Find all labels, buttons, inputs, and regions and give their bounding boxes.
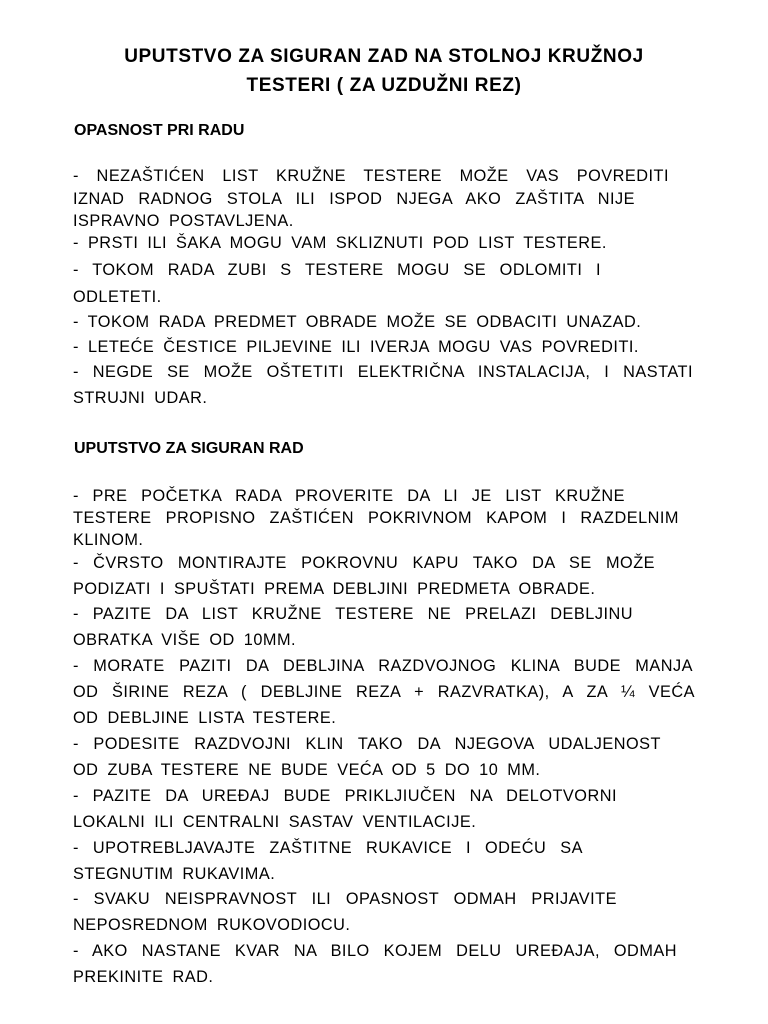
paragraph-line: IZNAD RADNOG STOLA ILI ISPOD NJEGA AKO ZAŠTITA NIJE xyxy=(73,190,635,208)
paragraph-line: - PAZITE DA LIST KRUŽNE TESTERE NE PRELAZI DEBLJINU xyxy=(73,605,633,623)
paragraph-line: - PAZITE DA UREĐAJ BUDE PRIKLJIUČEN NA DELOTVORNI xyxy=(73,787,617,805)
paragraph-line: - UPOTREBLJAVAJTE ZAŠTITNE RUKAVICE I ODEĆU SA xyxy=(73,839,583,857)
paragraph-line: OD ŠIRINE REZA ( DEBLJINE REZA + RAZVRATKA), A ZA ¼ VEĆA xyxy=(73,683,695,701)
paragraph-line: - MORATE PAZITI DA DEBLJINA RAZDVOJNOG KLINA BUDE MANJA xyxy=(73,657,693,675)
paragraph-line: STEGNUTIM RUKAVIMA. xyxy=(73,865,276,883)
section-heading-safe-work: UPUTSTVO ZA SIGURAN RAD xyxy=(74,440,304,457)
paragraph-line: - NEZAŠTIĆEN LIST KRUŽNE TESTERE MOŽE VAS POVREDITI xyxy=(73,167,669,185)
section-heading-danger: OPASNOST PRI RADU xyxy=(74,122,245,139)
paragraph-line: - AKO NASTANE KVAR NA BILO KOJEM DELU UREĐAJA, ODMAH xyxy=(73,942,677,960)
paragraph-line: - PODESITE RAZDVOJNI KLIN TAKO DA NJEGOVA UDALJENOST xyxy=(73,735,661,753)
paragraph-line: - TOKOM RADA PREDMET OBRADE MOŽE SE ODBACITI UNAZAD. xyxy=(73,313,642,331)
document-title-line-2: TESTERI ( ZA UZDUŽNI REZ) xyxy=(246,75,522,96)
paragraph-line: PREKINITE RAD. xyxy=(73,968,214,986)
paragraph-line: PODIZATI I SPUŠTATI PREMA DEBLJINI PREDMETA OBRADE. xyxy=(73,580,596,598)
paragraph-line: ODLETETI. xyxy=(73,288,162,306)
paragraph-line: - ČVRSTO MONTIRAJTE POKROVNU KAPU TAKO DA SE MOŽE xyxy=(73,554,655,572)
paragraph-line: STRUJNI UDAR. xyxy=(73,389,208,407)
paragraph-line: - SVAKU NEISPRAVNOST ILI OPASNOST ODMAH PRIJAVITE xyxy=(73,890,617,908)
paragraph-line: NEPOSREDNOM RUKOVODIOCU. xyxy=(73,916,351,934)
paragraph-line: - NEGDE SE MOŽE OŠTETITI ELEKTRIČNA INSTALACIJA, I NASTATI xyxy=(73,363,693,381)
paragraph-line: OBRATKA VIŠE OD 10MM. xyxy=(73,631,297,649)
paragraph-line: TESTERE PROPISNO ZAŠTIĆEN POKRIVNOM KAPOM I RAZDELNIM xyxy=(73,509,679,527)
paragraph-line: OD DEBLJINE LISTA TESTERE. xyxy=(73,709,337,727)
paragraph-line: - PRE POČETKA RADA PROVERITE DA LI JE LIST KRUŽNE xyxy=(73,487,625,505)
paragraph-line: - TOKOM RADA ZUBI S TESTERE MOGU SE ODLOMITI I xyxy=(73,261,601,279)
paragraph-line: LOKALNI ILI CENTRALNI SASTAV VENTILACIJE. xyxy=(73,813,477,831)
paragraph-line: ISPRAVNO POSTAVLJENA. xyxy=(73,212,294,230)
paragraph-line: KLINOM. xyxy=(73,531,144,549)
paragraph-line: - LETEĆE ČESTICE PILJEVINE ILI IVERJA MOGU VAS POVREDITI. xyxy=(73,338,639,356)
paragraph-line: - PRSTI ILI ŠAKA MOGU VAM SKLIZNUTI POD LIST TESTERE. xyxy=(73,234,607,252)
paragraph-line: OD ZUBA TESTERE NE BUDE VEĆA OD 5 DO 10 MM. xyxy=(73,761,541,779)
document-title-line-1: UPUTSTVO ZA SIGURAN ZAD NA STOLNOJ KRUŽNOJ xyxy=(124,46,644,67)
